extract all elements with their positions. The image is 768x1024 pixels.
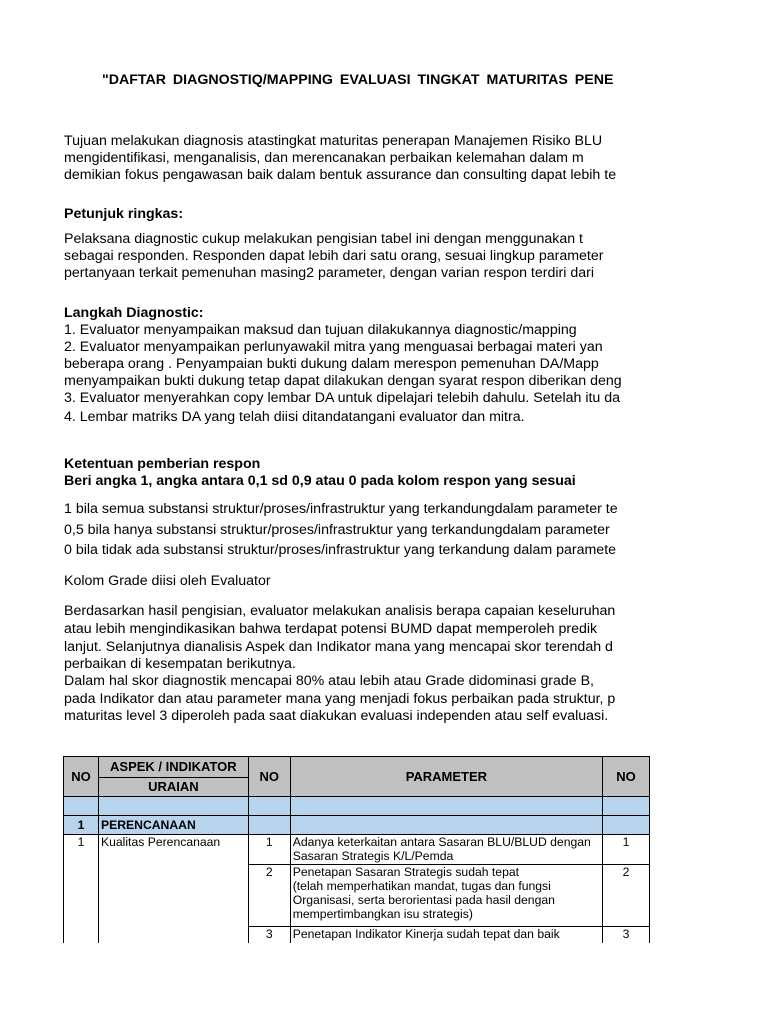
parameter-text xyxy=(290,865,602,927)
spacer-row xyxy=(64,797,650,816)
header-aspek-indikator: ASPEK / INDIKATOR xyxy=(98,757,248,778)
intro-line: demikian fokus pengawasan baik dalam bentuk assurance dan consulting dapat lebih te xyxy=(64,167,617,183)
parameter-no-right: 3 xyxy=(603,927,650,943)
langkah-heading: Langkah Diagnostic: xyxy=(64,305,204,321)
indicator-no: 1 xyxy=(64,835,99,943)
parameter-text xyxy=(290,835,602,865)
kolom-grade-note: Kolom Grade diisi oleh Evaluator xyxy=(64,573,271,589)
langkah-line: 2. Evaluator menyampaikan perlunyawakil mitra yang menguasai berbagai materi yan xyxy=(64,339,603,355)
parameter-text-line: Sasaran Strategis K/L/Pemda xyxy=(292,849,454,863)
petunjuk-heading: Petunjuk ringkas: xyxy=(64,206,184,222)
parameter-no: 2 xyxy=(248,865,290,927)
langkah-line: menyampaikan bukti dukung tetap dapat dilakukan dengan syarat respon diberikan deng xyxy=(64,373,622,389)
analisis-line: perbaikan di kesempatan berikutnya. xyxy=(64,656,296,672)
respon-line: 1 bila semua substansi struktur/proses/infrastruktur yang terkandungdalam parameter te xyxy=(64,501,618,517)
respon-line: 0,5 bila hanya substansi struktur/proses/infrastruktur yang terkandungdalam parameter xyxy=(64,522,610,538)
header-no-right: NO xyxy=(603,757,650,797)
langkah-line: 4. Lembar matriks DA yang telah diisi ditandatangani evaluator dan mitra. xyxy=(64,409,525,425)
langkah-line: 1. Evaluator menyampaikan maksud dan tujuan dilakukannya diagnostic/mapping xyxy=(64,322,577,338)
aspect-name: PERENCANAAN xyxy=(98,816,248,835)
analisis-line: pada Indikator dan atau parameter mana yang menjadi fokus perbaikan pada struktur, p xyxy=(64,691,616,707)
diagnostic-table xyxy=(63,756,650,943)
ketentuan-heading: Ketentuan pemberian respon xyxy=(64,456,261,472)
parameter-no-right: 1 xyxy=(603,835,650,865)
ketentuan-subheading: Beri angka 1, angka antara 0,1 sd 0,9 atau 0 pada kolom respon yang sesuai xyxy=(64,473,576,489)
parameter-text-line: (telah memperhatikan mandat, tugas dan fungsi xyxy=(292,879,551,893)
analisis-line: maturitas level 3 diperoleh pada saat diakukan evaluasi independen atau self evaluasi. xyxy=(64,708,609,724)
petunjuk-line: sebagai responden. Responden dapat lebih dari satu orang, sesuai lingkup parameter xyxy=(64,248,604,264)
parameter-text-line: Penetapan Indikator Kinerja sudah tepat dan baik xyxy=(292,927,560,941)
intro-line: Tujuan melakukan diagnosis atastingkat maturitas penerapan Manajemen Risiko BLU xyxy=(64,133,603,149)
analisis-line: lanjut. Selanjutnya dianalisis Aspek dan Indikator mana yang mencapai skor terendah d xyxy=(64,639,613,655)
header-no: NO xyxy=(64,757,99,797)
petunjuk-line: Pelaksana diagnostic cukup melakukan pengisian tabel ini dengan menggunakan t xyxy=(64,231,583,247)
table-row xyxy=(64,835,650,865)
parameter-text-line: mempertimbangkan isu strategis) xyxy=(292,907,473,921)
header-uraian: URAIAN xyxy=(98,778,248,797)
parameter-text-line: Penetapan Sasaran Strategis sudah tepat xyxy=(292,865,520,879)
analisis-line: Dalam hal skor diagnostik mencapai 80% atau lebih atau Grade didominasi grade B, xyxy=(64,673,594,689)
langkah-line: beberapa orang . Penyampaian bukti dukung dalam merespon pemenuhan DA/Mapp xyxy=(64,356,599,372)
header-parameter: PARAMETER xyxy=(290,757,602,797)
header-no-parameter: NO xyxy=(248,757,290,797)
parameter-text-line: Organisasi, serta berorientasi pada hasil dengan xyxy=(292,893,555,907)
indicator-name: Kualitas Perencanaan xyxy=(98,835,248,943)
parameter-no-right: 2 xyxy=(603,865,650,927)
parameter-text xyxy=(290,927,602,943)
analisis-line: Berdasarkan hasil pengisian, evaluator melakukan analisis berapa capaian keseluruhan xyxy=(64,603,616,619)
aspect-row xyxy=(64,816,650,835)
parameter-no: 3 xyxy=(248,927,290,943)
intro-line: mengidentifikasi, menganalisis, dan merencanakan perbaikan kelemahan dalam m xyxy=(64,150,584,166)
langkah-line: 3. Evaluator menyerahkan copy lembar DA untuk dipelajari telebih dahulu. Setelah itu da xyxy=(64,390,621,406)
parameter-no: 1 xyxy=(248,835,290,865)
petunjuk-line: pertanyaan terkait pemenuhan masing2 parameter, dengan varian respon terdiri dari xyxy=(64,265,594,281)
respon-line: 0 bila tidak ada substansi struktur/proses/infrastruktur yang terkandung dalam paramete xyxy=(64,542,617,558)
analisis-line: atau lebih mengindikasikan bahwa terdapat potensi BUMD dapat memperoleh predik xyxy=(64,621,598,637)
aspect-no: 1 xyxy=(64,816,99,835)
document-title: "DAFTAR DIAGNOSTIQ/MAPPING EVALUASI TINGKAT MATURITAS PENE xyxy=(102,72,614,88)
parameter-text-line: Adanya keterkaitan antara Sasaran BLU/BLUD dengan xyxy=(292,835,591,849)
